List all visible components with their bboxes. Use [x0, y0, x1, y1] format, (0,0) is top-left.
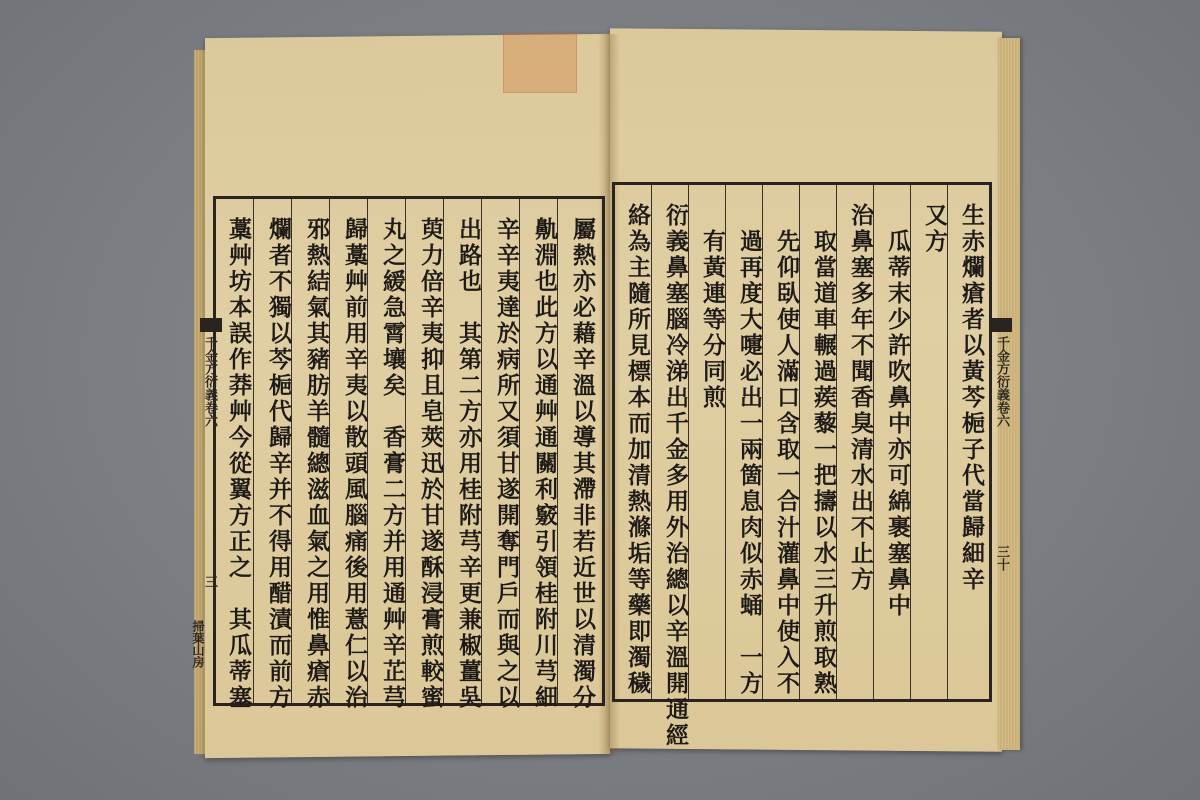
- text-column-2: 鼽淵也此方以通艸通關利竅引領桂附川芎細: [531, 217, 558, 711]
- text-column-1: 生赤爛瘡者以黃芩梔子代當歸細辛: [958, 203, 985, 593]
- fold-fish-tail-top: [990, 318, 1012, 332]
- fold-fish-tail-top: [200, 318, 222, 332]
- text-column-10: 絡為主隨所見標本而加清熱滌垢等藥即濁穢: [624, 203, 651, 697]
- text-column-5: 取當道車輾過蒺藜一把擣以水三升煎取熟: [810, 203, 837, 697]
- text-column-3: 辛辛夷達於病所又須甘遂開奪門戶而與之以: [493, 217, 520, 711]
- text-column-8: 有黃連等分同煎: [699, 203, 726, 411]
- text-column-9: 爛者不獨以芩梔代歸辛并不得用醋漬而前方: [265, 217, 292, 711]
- text-column-3: 瓜蒂末少許吹鼻中亦可綿裹塞鼻中: [884, 203, 911, 619]
- text-column-5: 萸力倍辛夷抑且皂莢迅於甘遂酥浸膏煎較蜜: [417, 217, 444, 711]
- faded-seal-stamp: [503, 33, 577, 93]
- right-text-frame: [612, 182, 992, 749]
- left-fold-title: 千金方衍義卷六: [202, 336, 217, 427]
- right-fold-title: 千金方衍義卷六: [994, 336, 1009, 427]
- left-text-frame: [213, 196, 605, 711]
- text-column-6: 先仰臥使人滿口含取一合汁灌鼻中使入不: [773, 203, 800, 697]
- publisher-imprint: 掃葉山房: [191, 620, 205, 668]
- column-rule: [253, 199, 254, 703]
- text-column-7: 歸藁艸前用辛夷以散頭風腦痛後用薏仁以治: [341, 217, 368, 711]
- text-column-4: 出路也 其第二方亦用桂附芎辛更兼椒薑吳: [455, 217, 482, 711]
- text-column-10: 藁艸坊本誤作莽艸今從翼方正之 其瓜蒂塞: [225, 217, 252, 711]
- text-column-7: 過再度大嚏必出一兩箇息肉似赤蛹 一方: [736, 203, 763, 697]
- text-column-9: 衍義鼻塞腦冷涕出千金多用外治總以辛溫開通經: [662, 203, 689, 749]
- text-column-1: 屬熱亦必藉辛溫以導其滯非若近世以清濁分: [569, 217, 596, 711]
- text-column-6: 丸之緩急霄壤矣 香膏二方并用通艸辛芷芎: [379, 217, 406, 711]
- left-fold-page-number: 三: [202, 575, 217, 588]
- text-column-4: 治鼻塞多年不聞香臭清水出不止方: [847, 203, 874, 593]
- text-column-8: 邪熱結氣其豬肪羊髓總滋血氣之用惟鼻瘡赤: [303, 217, 330, 711]
- column-rule: [947, 185, 948, 699]
- right-fold-page-number: 三十: [994, 545, 1009, 571]
- text-column-2: 又方: [921, 203, 948, 255]
